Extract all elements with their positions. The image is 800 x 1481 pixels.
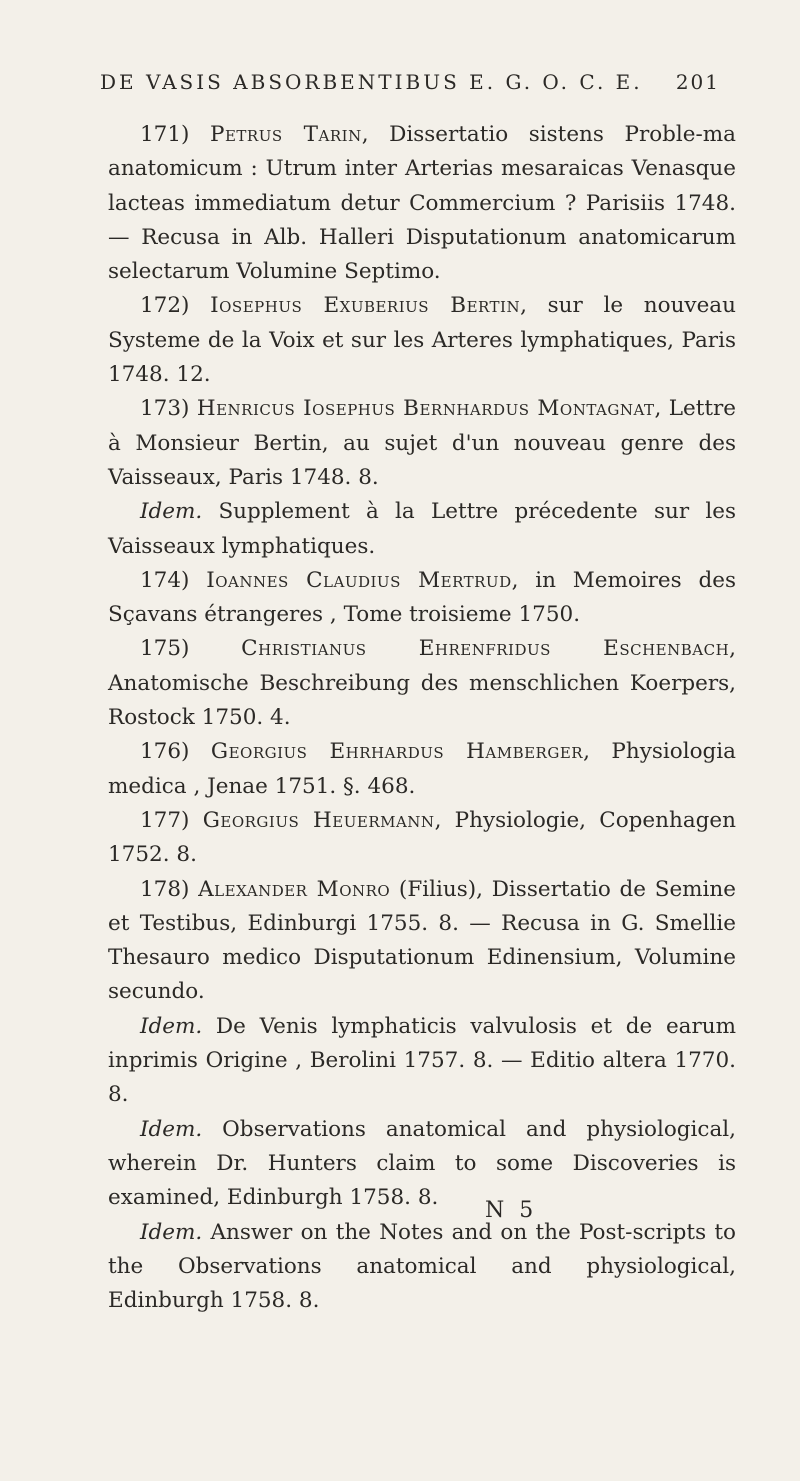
bibliography-entry <box>108 118 736 289</box>
entry-number: 174) <box>140 567 190 593</box>
entry-author: Petrus Tarin <box>210 122 362 147</box>
entry-idem: Idem. <box>140 499 203 525</box>
entry-number: 172) <box>140 293 190 319</box>
bibliography-entry <box>108 735 736 804</box>
bibliography-entry-idem <box>108 1216 736 1319</box>
entry-text: Answer on the Notes and on the Post-scripts to the Observations anatomical and physiological, Edinburgh 1758. 8. <box>108 1219 736 1314</box>
bibliography-entry-idem <box>108 495 736 564</box>
entry-text: , in Memoires des Sçavans étrangeres , Tome troisieme 1750. <box>108 567 736 628</box>
entry-text: , Lettre à Monsieur Bertin, au sujet d'un nouveau genre des Vaisseaux, Paris 1748. 8. <box>108 396 736 490</box>
entry-text: , Dissertatio sistens Proble-ma anatomicum : Utrum inter Arterias mesaraicas Venasque lacteas immediatum detur Commercium ? Parisiis 1748. — Recusa in Alb. Halleri Disputationum anatomicarum selectarum Volumine Septimo. <box>108 122 736 285</box>
entry-author: Ioannes Claudius Mertrud <box>206 567 512 593</box>
entry-text: Observations anatomical and physiological, wherein Dr. Hunters claim to some Discoveries is examined, Edinburgh 1758. 8. <box>108 1116 736 1211</box>
bibliography-entry <box>108 632 736 735</box>
bibliography-entry <box>108 392 736 495</box>
entry-idem: Idem. <box>140 1013 203 1039</box>
entry-text: Supplement à la Lettre précedente sur les Vaisseaux lymphatiques. <box>108 499 736 559</box>
entry-number: 177) <box>140 807 190 833</box>
entry-number: 175) <box>140 636 190 662</box>
entry-number: 178) <box>140 876 190 902</box>
entry-text: , sur le nouveau Systeme de la Voix et sur les Arteres lymphatiques, Paris 1748. 12. <box>108 293 736 388</box>
bibliography-entry <box>108 564 736 633</box>
running-title: DE VASIS ABSORBENTIBUS E. G. O. C. E. <box>100 70 643 94</box>
entry-author: Iosephus Exuberius Bertin <box>210 293 521 319</box>
entry-number: 173) <box>140 396 190 422</box>
entry-idem: Idem. <box>140 1219 203 1245</box>
bibliography-entry-idem <box>108 1113 736 1216</box>
bibliography-list <box>108 118 736 1318</box>
entry-author: Christianus Ehrenfridus Eschenbach <box>241 636 730 662</box>
entry-author: Georgius Heuermann <box>202 807 435 833</box>
page-number: 201 <box>675 70 720 94</box>
entry-text: , Anatomische Beschreibung des menschlichen Koerpers, Rostock 1750. 4. <box>108 636 736 731</box>
entry-number: 171) <box>140 122 190 147</box>
running-header <box>100 70 720 94</box>
entry-idem: Idem. <box>140 1116 203 1142</box>
entry-text: De Venis lymphaticis valvulosis et de earum inprimis Origine , Berolini 1757. 8. — Editio altera 1770. 8. <box>108 1013 736 1108</box>
entry-author: Alexander Monro <box>198 876 391 902</box>
bibliography-entry <box>108 873 736 1010</box>
bibliography-entry <box>108 289 736 392</box>
bibliography-entry <box>108 804 736 873</box>
entry-number: 176) <box>140 739 190 765</box>
bibliography-entry-idem <box>108 1010 736 1113</box>
entry-text: , Physiologia medica , Jenae 1751. §. 468. <box>108 739 736 799</box>
entry-text: , Physiologie, Copenhagen 1752. 8. <box>108 807 736 868</box>
entry-author: Georgius Ehrhardus Hamberger <box>210 739 584 765</box>
entry-text: (Filius), Dissertatio de Semine et Testibus, Edinburgi 1755. 8. — Recusa in G. Smellie Thesauro medico Disputationum Edinensium, Volumine secundo. <box>108 876 736 1005</box>
entry-author: Henricus Iosephus Bernhardus Montagnat <box>196 396 655 422</box>
printer-signature-mark: N 5 <box>485 1198 538 1223</box>
